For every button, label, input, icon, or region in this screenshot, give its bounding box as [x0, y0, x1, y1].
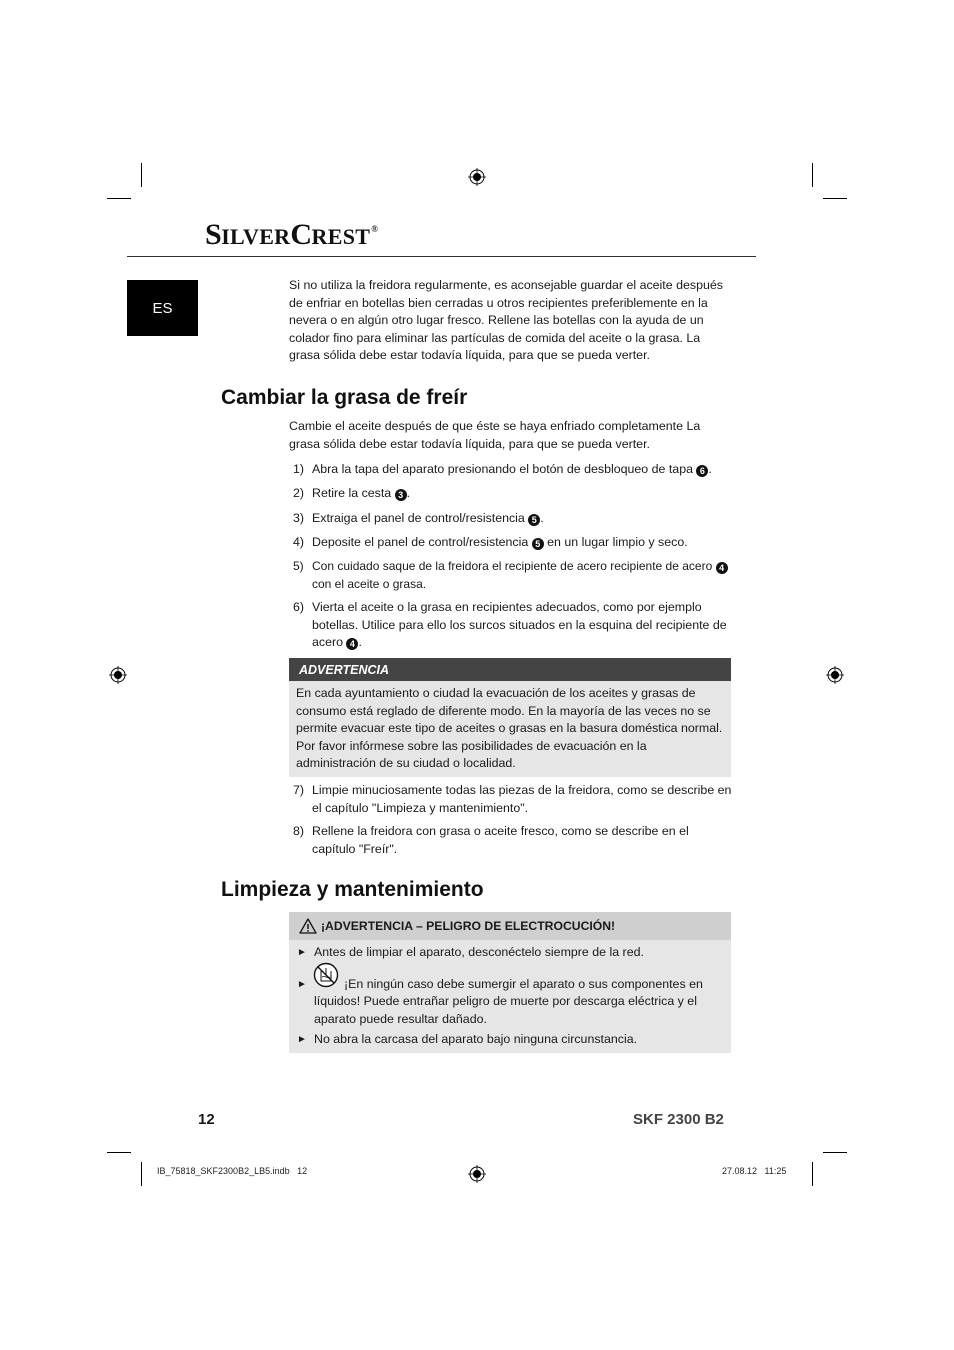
ref-number-icon: 5: [532, 538, 544, 550]
warning-title: ADVERTENCIA: [289, 658, 731, 681]
ref-number-icon: 5: [528, 514, 540, 526]
arrow-bullet-icon: ►: [297, 1034, 307, 1045]
model-number: SKF 2300 B2: [633, 1111, 724, 1128]
crop-mark: [141, 1162, 142, 1186]
print-slug-date: 27.08.12 11:25: [722, 1166, 787, 1176]
section1-intro: Cambie el aceite después de que éste se haya enfriado completamente La grasa sólida debe estar todavía líquida, para que se pueda verter.: [289, 419, 701, 451]
registration-mark-icon: [826, 666, 844, 684]
step-6: 6) Vierta el aceite o la grasa en recipientes adecuados, como por ejemplo botellas. Utilice para ello los surcos situados en la esquina del recipiente de acero 4 .: [293, 600, 727, 649]
step-2: 2) Retire la cesta 3 .: [293, 486, 411, 500]
crop-mark: [823, 198, 847, 199]
crop-mark: [823, 1152, 847, 1153]
header-rule: [127, 256, 756, 257]
crop-mark: [141, 163, 142, 187]
step-4: 4) Deposite el panel de control/resistencia 5 en un lugar limpio y seco.: [293, 535, 688, 549]
ref-number-icon: 4: [716, 562, 728, 574]
crop-mark: [107, 198, 131, 199]
section-title-change-grease: Cambiar la grasa de freír: [221, 386, 468, 409]
crop-mark: [812, 1162, 813, 1186]
arrow-bullet-icon: ►: [297, 947, 307, 958]
crop-mark: [812, 163, 813, 187]
step-8: 8) Rellene la freidora con grasa o aceite fresco, como se describe en el capítulo "Freír".: [293, 824, 689, 856]
step-7: 7) Limpie minuciosamente todas las piezas de la freidora, como se describe en el capítulo "Limpieza y mantenimiento".: [293, 783, 732, 815]
ref-number-icon: 6: [696, 465, 708, 477]
danger-title: ¡ADVERTENCIA – PELIGRO DE ELECTROCUCIÓN!: [289, 912, 731, 940]
crop-mark: [107, 1152, 131, 1153]
brand-logo: SILVERCREST®: [205, 218, 378, 251]
step-5: 5) Con cuidado saque de la freidora el recipiente de acero recipiente de acero 4 con el aceite o grasa.: [289, 558, 734, 593]
print-slug-file: IB_75818_SKF2300B2_LB5.indb 12: [157, 1166, 308, 1176]
registration-mark-icon: [109, 666, 127, 684]
warning-text: En cada ayuntamiento o ciudad la evacuación de los aceites y grasas de consumo está reglado de diferente modo. En la mayoría de las veces no se permite evacuar este tipo de aceites o grasas en la basura doméstica normal. Por favor infórmese sobre las posibilidades de evacuación en la administración de su ciudad o localidad.: [296, 686, 723, 770]
registration-mark-icon: [468, 1165, 486, 1183]
no-immersion-icon: [313, 962, 339, 988]
registration-mark-icon: [468, 168, 486, 186]
section-title-cleaning: Limpieza y mantenimiento: [221, 878, 484, 901]
ref-number-icon: 3: [395, 489, 407, 501]
danger-bullet-1: ► Antes de limpiar el aparato, desconéctelo siempre de la red.: [289, 944, 731, 962]
intro-paragraph: Si no utiliza la freidora regularmente, es aconsejable guardar el aceite después de enfriar en botellas bien cerradas u otros recipientes preferiblemente en la nevera o en algún otro lugar fresco. Rellene las botellas con la ayuda de un colador fino para eliminar las partículas de comida del aceite o la grasa. La grasa sólida debe estar todavía líquida, para que se pueda verter.: [289, 278, 723, 362]
danger-box: [289, 912, 731, 1053]
ref-number-icon: 4: [346, 638, 358, 650]
danger-bullet-2: ► ¡En ningún caso debe sumergir el aparato o sus componentes en líquidos! Puede entrañar peligro de muerte por descarga eléctrica y el aparato puede resultar dañado.: [289, 970, 731, 1029]
page-number: 12: [198, 1111, 215, 1128]
arrow-bullet-icon: ►: [297, 978, 307, 990]
language-tab: ES: [127, 280, 198, 336]
step-1: 1) Abra la tapa del aparato presionando el botón de desbloqueo de tapa 6 .: [293, 462, 712, 476]
danger-bullet-3: ► No abra la carcasa del aparato bajo ninguna circunstancia.: [289, 1031, 731, 1049]
warning-box: [289, 658, 731, 777]
step-3: 3) Extraiga el panel de control/resistencia 5 .: [293, 511, 544, 525]
warning-triangle-icon: [299, 918, 317, 934]
